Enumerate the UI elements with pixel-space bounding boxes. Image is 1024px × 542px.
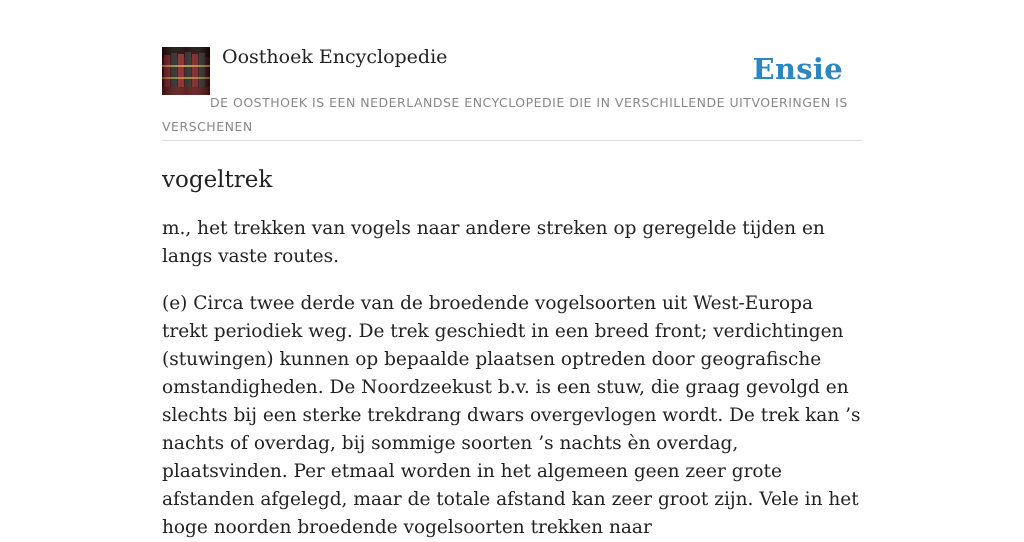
article xyxy=(162,165,862,542)
book-spines-icon xyxy=(162,47,210,95)
avatar[interactable] xyxy=(162,47,210,95)
definition-paragraph: m., het trekken van vogels naar andere streken op geregelde tijden en langs vaste routes. xyxy=(162,218,825,267)
entry-title: vogeltrek xyxy=(162,167,273,193)
site-title[interactable]: Oosthoek Encyclopedie xyxy=(222,46,448,68)
site-header xyxy=(162,44,862,141)
main-container xyxy=(162,44,862,542)
brand-logo[interactable]: Ensie xyxy=(752,52,843,86)
site-tagline: DE OOSTHOEK IS EEN NEDERLANDSE ENCYCLOPEDIE DIE IN VERSCHILLENDE UITVOERINGEN IS VERSCHENEN xyxy=(162,95,848,134)
body-paragraph: (e) Circa twee derde van de broedende vogelsoorten uit West-Europa trekt periodiek weg. De trek geschiedt in een breed front; verdichtingen (stuwingen) kunnen op bepaalde plaatsen optreden door geografische omstandigheden. De Noordzeekust b.v. is een stuw, die graag gevolgd en slechts bij een sterke trekdrang dwars overgevlogen wordt. De trek kan ’s nachts of overdag, bij sommige soorten ’s nachts èn overdag, plaatsvinden. Per etmaal worden in het algemeen geen zeer grote afstanden afgelegd, maar de totale afstand kan zeer groot zijn. Vele in het hoge noorden broedende vogelsoorten trekken naar xyxy=(162,293,861,538)
